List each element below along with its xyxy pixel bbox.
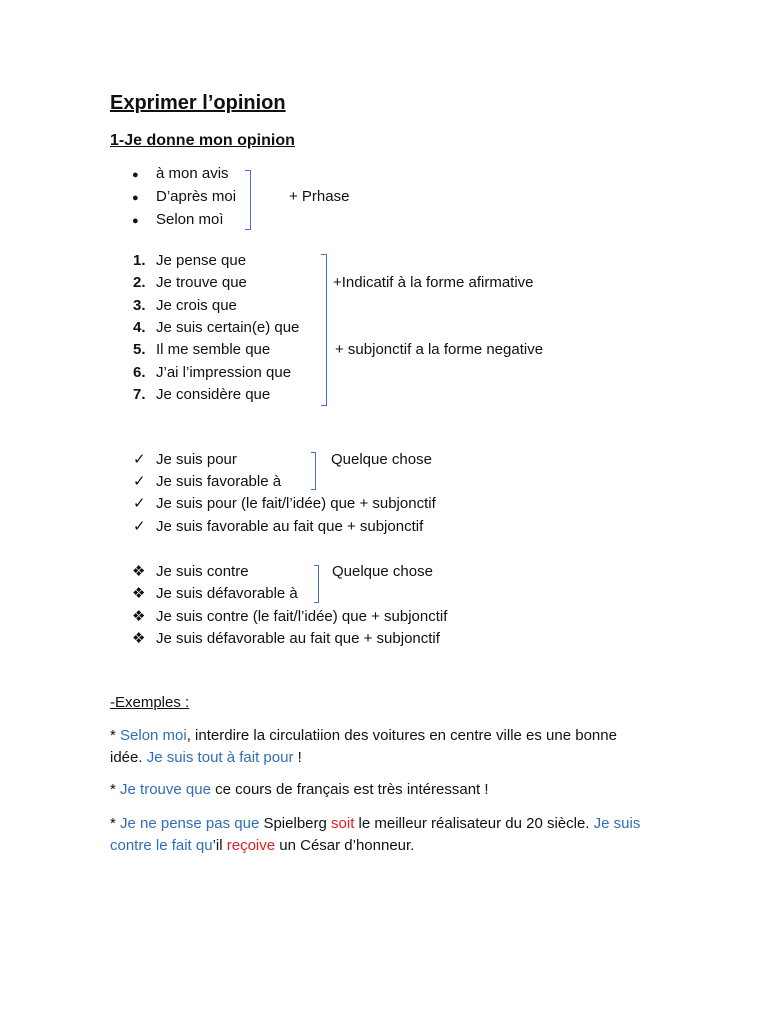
- check-mark-icon: ✓: [133, 518, 146, 535]
- list-item: Je trouve que: [156, 274, 247, 291]
- example-2: [110, 779, 650, 801]
- example-text: Spielberg: [259, 815, 332, 832]
- check-mark-icon: ✓: [133, 473, 146, 490]
- example-star: *: [110, 781, 121, 798]
- four-diamond-icon: ❖: [132, 585, 146, 602]
- list-number: 5.: [133, 341, 146, 358]
- example-1: [110, 725, 650, 769]
- list-item: Je suis pour (le fait/l’idée) que + subjonctif: [156, 495, 436, 512]
- four-diamond-icon: ❖: [132, 630, 146, 647]
- list-number: 2.: [133, 274, 146, 291]
- numbered-note-subjonctif: + subjonctif a la forme negative: [335, 341, 544, 358]
- example-star: *: [110, 815, 121, 832]
- example-phrase: Je suis tout à fait pour: [146, 749, 294, 766]
- check-mark-icon: ✓: [133, 451, 146, 468]
- list-item: Je suis contre (le fait/l’idée) que + subjonctif: [156, 608, 448, 625]
- bracket: [245, 170, 251, 230]
- list-item: Il me semble que: [156, 341, 271, 358]
- bullet-dot-icon: ●: [132, 215, 139, 227]
- example-verb: soit: [331, 815, 355, 832]
- four-diamond-icon: ❖: [132, 563, 146, 580]
- example-phrase: Je trouve que: [120, 781, 211, 798]
- examples-label: -Exemples :: [110, 694, 190, 711]
- numbered-note-indicatif: +Indicatif à la forme afirmative: [333, 274, 534, 291]
- list-item: Je suis favorable au fait que + subjonctif: [156, 518, 424, 535]
- bracket: [321, 254, 327, 406]
- example-text: !: [293, 749, 302, 766]
- list-item: Je suis défavorable à: [156, 585, 298, 602]
- example-phrase: Je suis contre le fait qu: [110, 815, 641, 854]
- example-text: un César d’honneur.: [275, 837, 415, 854]
- list-item: à mon avis: [156, 165, 229, 182]
- list-number: 3.: [133, 297, 146, 314]
- list-item: Je considère que: [156, 386, 271, 403]
- list-item: Je crois que: [156, 297, 237, 314]
- list-number: 4.: [133, 319, 146, 336]
- check-note: Quelque chose: [331, 451, 432, 468]
- diamond-note: Quelque chose: [332, 563, 433, 580]
- bracket: [311, 452, 316, 490]
- bullet-dot-icon: ●: [132, 169, 139, 181]
- example-text: ’il: [212, 837, 227, 854]
- example-text: ce cours de français est très intéressant !: [210, 781, 489, 798]
- page-title: Exprimer l’opinion: [110, 92, 286, 114]
- example-star: *: [110, 727, 121, 744]
- bullet-dot-icon: ●: [132, 192, 139, 204]
- four-diamond-icon: ❖: [132, 608, 146, 625]
- list-item: Je suis pour: [156, 451, 237, 468]
- list-item: D’après moi: [156, 188, 237, 205]
- list-item: J’ai l’impression que: [156, 364, 292, 381]
- list-item: Je suis favorable à: [156, 473, 282, 490]
- example-phrase: Je ne pense pas que: [120, 815, 260, 832]
- list-number: 7.: [133, 386, 146, 403]
- list-number: 1.: [133, 252, 146, 269]
- list-number: 6.: [133, 364, 146, 381]
- example-3: [110, 813, 650, 857]
- list-item: Je suis certain(e) que: [156, 319, 300, 336]
- bullets-note: + Prhase: [289, 188, 350, 205]
- list-item: Selon moì: [156, 211, 224, 228]
- example-phrase: Selon moi: [120, 727, 187, 744]
- section-heading: 1-Je donne mon opinion: [110, 132, 295, 149]
- list-item: Je pense que: [156, 252, 247, 269]
- example-text: , interdire la circulatiion des voitures en centre ville es une bonne idée.: [110, 727, 617, 766]
- example-verb: reçoive: [226, 837, 276, 854]
- list-item: Je suis défavorable au fait que + subjonctif: [156, 630, 440, 647]
- example-text: le meilleur réalisateur du 20 siècle.: [354, 815, 594, 832]
- bracket: [314, 565, 319, 603]
- check-mark-icon: ✓: [133, 495, 146, 512]
- list-item: Je suis contre: [156, 563, 249, 580]
